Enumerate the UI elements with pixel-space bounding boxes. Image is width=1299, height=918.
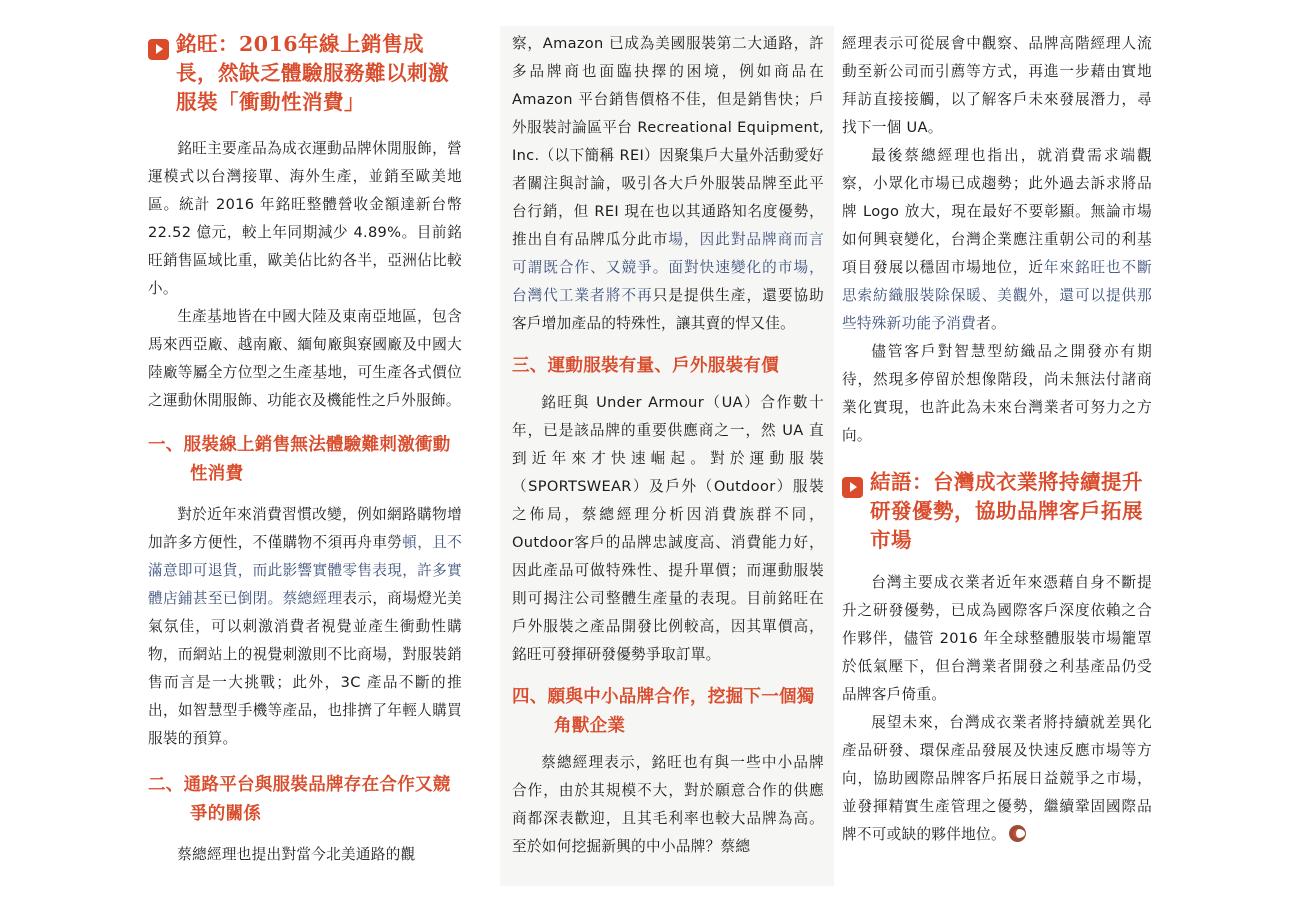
- section-4-text-b3: 者。: [976, 315, 1006, 332]
- conclusion-paragraph-1: 台灣主要成衣業者近年來憑藉自身不斷提升之研發優勢，已成為國際客戶深度依賴之合作夥伴，儘管 2016 年全球整體服裝市場籠罩於低氣壓下，但台灣業者開發之利基產品仍受品牌客戶倚重。: [842, 574, 1152, 703]
- section-2-paragraph-start: 蔡總經理也提出對當今北美通路的觀: [177, 846, 416, 863]
- conclusion-paragraph-2: [842, 709, 1152, 849]
- section-4-heading: 四、願與中小品牌合作，挖掘下一個獨角獸企業: [512, 687, 815, 736]
- play-arrow-icon: [148, 39, 169, 60]
- column-1: [148, 30, 462, 869]
- section-1-text-c: 表示，商場燈光美氣氛佳，可以刺激消費者視覺並產生衝動性購物，而網站上的視覺刺激則不比商場，對服裝銷售而言是一大挑戰；此外，3C 產品不斷的推出，如智慧型手機等產品，也排擠了年輕人購買服裝的預算。: [148, 590, 462, 747]
- conclusion-text-2: 展望未來，台灣成衣業者將持續就差異化產品研發、環保產品發展及快速反應市場等方向，協助國際品牌客戶拓展日益競爭之市場，並發揮精實生產管理之優勢，繼續鞏固國際品牌不可或缺的夥伴地位。: [842, 714, 1152, 843]
- section-3-heading: 三、運動服裝有量、戶外服裝有價: [512, 356, 779, 376]
- conclusion-heading: 結語：台灣成衣業將持續提升研發優勢，協助品牌客戶拓展市場: [870, 470, 1143, 552]
- section-1-text-b: 頓，且不滿意即可退貨，而此影響實體零售表現，許多實體店鋪甚至已倒閉。蔡總經理: [148, 534, 462, 607]
- section-2-text-b: 場，因此對品牌商而言可謂既合作、又競爭。面對快速變化的市場，台灣代工業者將不再: [512, 231, 824, 304]
- column-3: [842, 30, 1152, 849]
- play-arrow-icon: [842, 477, 863, 498]
- section-4-paragraph: 蔡總經理表示，銘旺也有與一些中小品牌合作，由於其規模不大，對於願意合作的供應商都深表歡迎，且其毛利率也較大品牌為高。至於如何挖掘新興的中小品牌？蔡總: [512, 754, 824, 855]
- section-4-paragraph-cont: 經理表示可從展會中觀察、品牌高階經理人流動至新公司而引薦等方式，再進一步藉由實地拜訪直接接觸，以了解客戶未來發展潛力，尋找下一個 UA。: [842, 35, 1152, 136]
- section-3-paragraph: 銘旺與 Under Armour（UA）合作數十年，已是該品牌的重要供應商之一，然 UA 直到近年來才快速崛起。對於運動服裝（SPORTSWEAR）及戶外（Outdoor）服裝之佈局，蔡總經理分析因消費族群不同，Outdoor客戶的品牌忠誠度高、消費能力好，因此產品可做特殊性、提升單價；而運動服裝則可揭注公司整體生產量的表現。目前銘旺在戶外服裝之產品開發比例較高，因其單價高，銘旺可發揮研發優勢爭取訂單。: [512, 394, 824, 663]
- section-4-text-b2: 年來銘旺也不斷思索紡織服裝除保暖、美觀外，還可以提供那些特殊新功能予消費: [842, 259, 1152, 332]
- intro-paragraph-2: 生產基地皆在中國大陸及東南亞地區，包含馬來西亞廠、越南廠、緬甸廠與寮國廠及中國大陸廠等屬全方位型之生產基地，可生產各式價位之運動休閒服飾、功能衣及機能性之戶外服飾。: [148, 308, 462, 409]
- conclusion-heading-block: [842, 468, 1152, 555]
- section-1-text-a: 對於近年來消費習慣改變，例如網路購物增加許多方便性，不僅購物不須再舟車勞: [148, 506, 462, 551]
- section-4-paragraph-c: 儘管客戶對智慧型紡織品之開發亦有期待，然現多停留於想像階段，尚未無法付諸商業化實現，也許此為未來台灣業者可努力之方向。: [842, 343, 1152, 444]
- section-2-text-a: 察，Amazon 已成為美國服裝第二大通路，許多品牌商也面臨抉擇的困境，例如商品在 Amazon 平台銷售價格不佳，但是銷售快；戶外服裝討論區平台 Recreational Equipment, Inc.（以下簡稱 REI）因聚集戶大量外活動愛好者關注與討論，吸引各大戶外服裝品牌至此平台行銷，但 REI 現在也以其通路知名度優勢，推出自有品牌瓜分此市: [512, 35, 824, 248]
- main-heading-block: [148, 30, 462, 117]
- intro-paragraph-1: 銘旺主要產品為成衣運動品牌休閒服飾，營運模式以台灣接單、海外生產，並銷至歐美地區。統計 2016 年銘旺整體營收金額達新台幣 22.52 億元，較上年同期減少 4.89%。目前銘旺銷售區域比重，歐美佔比約各半，亞洲佔比較小。: [148, 140, 462, 297]
- section-4-paragraph-b: [842, 142, 1152, 338]
- section-2-text-c: 只是提供生產，還要協助客戶增加產品的特殊性，讓其賣的悍又佳。: [512, 287, 824, 332]
- section-1-paragraph: [148, 501, 462, 753]
- column-2: [512, 30, 824, 861]
- main-heading: 銘旺：2016年線上銷售成長，然缺乏體驗服務難以刺激服裝「衝動性消費」: [176, 32, 449, 114]
- section-2-paragraph-cont: [512, 30, 824, 338]
- section-1-heading: 一、服裝線上銷售無法體驗難刺激衝動性消費: [148, 435, 451, 484]
- section-2-heading: 二、通路平台與服裝品牌存在合作又競爭的關係: [148, 775, 451, 824]
- end-mark-logo-icon: [1009, 825, 1026, 842]
- section-4-text-b1: 最後蔡總經理也指出，就消費需求端觀察，小眾化市場已成趨勢；此外過去訴求將品牌 Logo 放大，現在最好不要彰顯。無論市場如何興衰變化，台灣企業應注重朝公司的利基項目發展以穩固市場地位，近: [842, 147, 1152, 276]
